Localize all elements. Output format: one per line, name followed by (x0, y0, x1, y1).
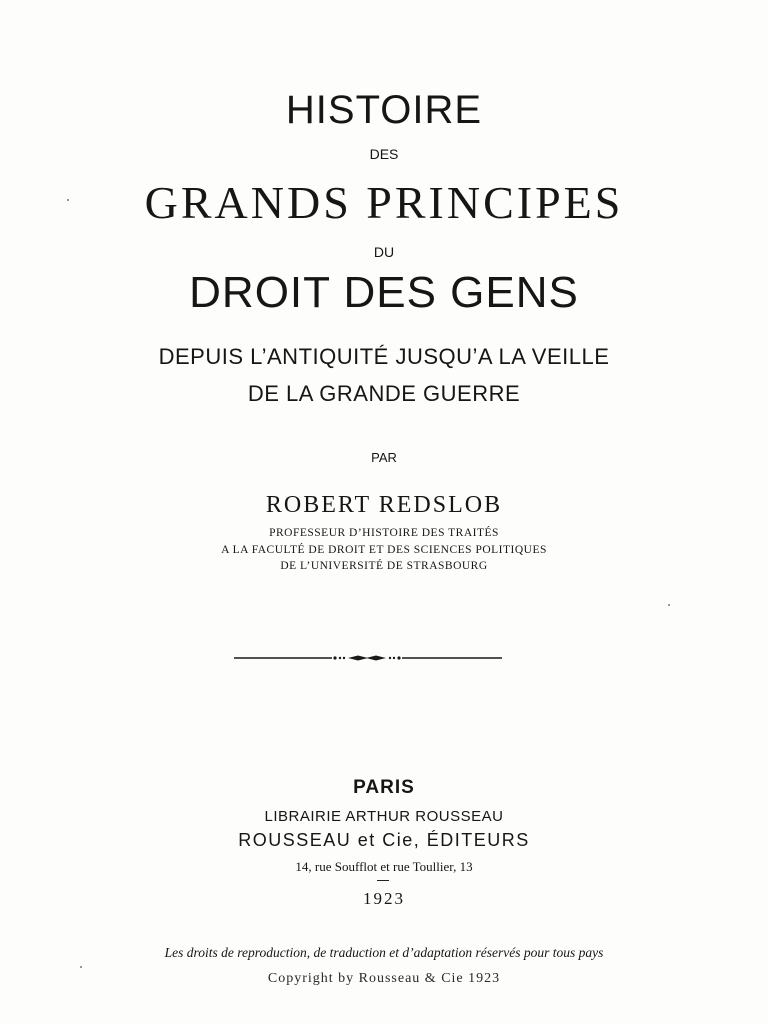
by-label: PAR (371, 450, 397, 465)
editors-line: ROUSSEAU et Cie, ÉDITEURS (238, 830, 530, 850)
rights-notice: Les droits de reproduction, de traduction et d’adaptation réservés pour tous pays (164, 945, 604, 960)
publication-year: 1923 (363, 889, 405, 908)
title-line-2: GRANDS PRINCIPES (144, 177, 624, 228)
subtitle-line-2: DE LA GRANDE GUERRE (247, 381, 521, 406)
affiliation-line-1: PROFESSEUR D’HISTOIRE DES TRAITÉS (269, 527, 499, 539)
print-speck (67, 199, 69, 201)
publisher-name: LIBRAIRIE ARTHUR ROUSSEAU (264, 808, 504, 825)
copyright-notice: Copyright by Rousseau & Cie 1923 (267, 971, 501, 986)
publisher-address: 14, rue Soufflot et rue Toullier, 13 (295, 859, 473, 874)
divider (377, 880, 389, 881)
subtitle-line-1: DEPUIS L’ANTIQUITÉ JUSQU’A LA VEILLE (158, 344, 610, 369)
title-line-1: HISTOIRE (285, 88, 483, 132)
print-speck (80, 966, 82, 968)
title-connector-2: DU (373, 244, 395, 260)
publication-city: PARIS (353, 777, 415, 798)
affiliation-line-2: A LA FACULTÉ DE DROIT ET DES SCIENCES POLITIQUES (221, 544, 547, 556)
print-speck (668, 604, 670, 606)
affiliation-line-3: DE L’UNIVERSITÉ DE STRASBOURG (280, 560, 488, 572)
title-line-3: DROIT DES GENS (189, 268, 579, 317)
title-connector-1: DES (369, 146, 399, 162)
author-name: ROBERT REDSLOB (265, 492, 503, 518)
rule-ornament-icon (234, 650, 502, 666)
